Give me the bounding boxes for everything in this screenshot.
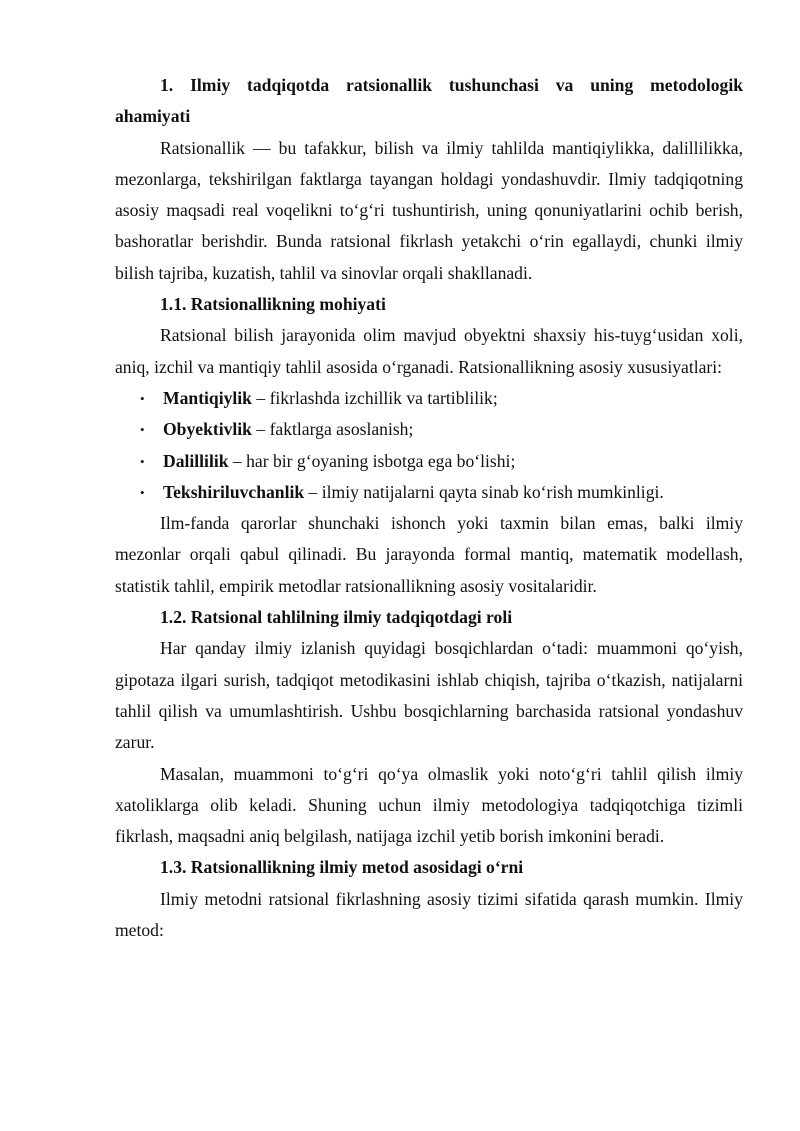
- list-item-description: – har bir g‘oyaning isbotga ega bo‘lishi;: [228, 450, 516, 471]
- properties-list: [115, 383, 743, 508]
- bullet-icon: •: [140, 453, 145, 469]
- list-item: [115, 414, 743, 445]
- list-item-description: – fikrlashda izchillik va tartiblilik;: [251, 387, 498, 408]
- bullet-icon: •: [140, 422, 145, 438]
- bullet-icon: •: [140, 484, 145, 500]
- bullet-icon: •: [140, 390, 145, 406]
- heading-section-1-3: 1.3. Ratsionallikning ilmiy metod asosidagi o‘rni: [160, 857, 524, 878]
- heading-section-1: 1. Ilmiy tadqiqotda ratsionallik tushunchasi va uning metodologik ahamiyati: [115, 75, 743, 127]
- list-item-term: Obyektivlik: [163, 419, 252, 440]
- list-item-term: Mantiqiylik: [163, 387, 252, 408]
- paragraph-methodology-example: Masalan, muammoni to‘g‘ri qo‘ya olmaslik yoki noto‘g‘ri tahlil qilish ilmiy xatoliklarga olib keladi. Shuning uchun ilmiy metodologiya tadqiqotchiga tizimli fikrlash, maqsadni aniq belgilash, natijaga izchil yetib borish imkonini beradi.: [115, 763, 743, 847]
- list-item-term: Dalillilik: [163, 450, 229, 471]
- paragraph-scientific-method: Ilmiy metodni ratsional fikrlashning asosiy tizimi sifatida qarash mumkin. Ilmiy metod:: [115, 888, 743, 941]
- list-item-description: – ilmiy natijalarni qayta sinab ko‘rish mumkinligi.: [304, 481, 664, 502]
- paragraph-research-stages: Har qanday ilmiy izlanish quyidagi bosqichlardan o‘tadi: muammoni qo‘yish, gipotaza ilgari surish, tadqiqot metodikasini ishlab chiqish, tajriba o‘tkazish, natijalarni tahlil qilish va umumlashtirish. Ushbu bosqichlarning barchasida ratsional yondashuv zarur.: [115, 638, 743, 753]
- heading-section-1-2: 1.2. Ratsional tahlilning ilmiy tadqiqotdagi roli: [160, 607, 513, 628]
- paragraph-rational-cognition: Ratsional bilish jarayonida olim mavjud obyektni shaxsiy his-tuyg‘usidan xoli, aniq, izchil va mantiqiy tahlil asosida o‘rganadi. Ratsionallikning asosiy xususiyatlari:: [115, 325, 743, 377]
- list-item: [115, 383, 743, 414]
- list-item-term: Tekshiriluvchanlik: [163, 481, 305, 502]
- paragraph-scientific-criteria: Ilm-fanda qarorlar shunchaki ishonch yoki taxmin bilan emas, balki ilmiy mezonlar orqali qabul qilinadi. Bu jarayonda formal mantiq, matematik modellash, statistik tahlil, empirik metodlar ratsionallikning asosiy vositalaridir.: [115, 513, 743, 596]
- paragraph-rationality-definition: Ratsionallik — bu tafakkur, bilish va ilmiy tahlilda mantiqiylikka, dalillilikka, mezonlarga, tekshirilgan faktlarga tayangan holdagi yondashuvdir. Ilmiy tadqiqotning asosiy maqsadi real voqelikni to‘g‘ri tushuntirish, uning qonuniyatlarini ochib berish, bashoratlar berishdir. Bunda ratsional fikrlash yetakchi o‘rin egallaydi, chunki ilmiy bilish tajriba, kuzatish, tahlil va sinovlar orqali shakllanadi.: [115, 137, 743, 283]
- heading-section-1-1: 1.1. Ratsionallikning mohiyati: [160, 294, 386, 315]
- list-item-description: – faktlarga asoslanish;: [251, 419, 414, 440]
- list-item: [115, 477, 743, 508]
- list-item: [115, 446, 743, 477]
